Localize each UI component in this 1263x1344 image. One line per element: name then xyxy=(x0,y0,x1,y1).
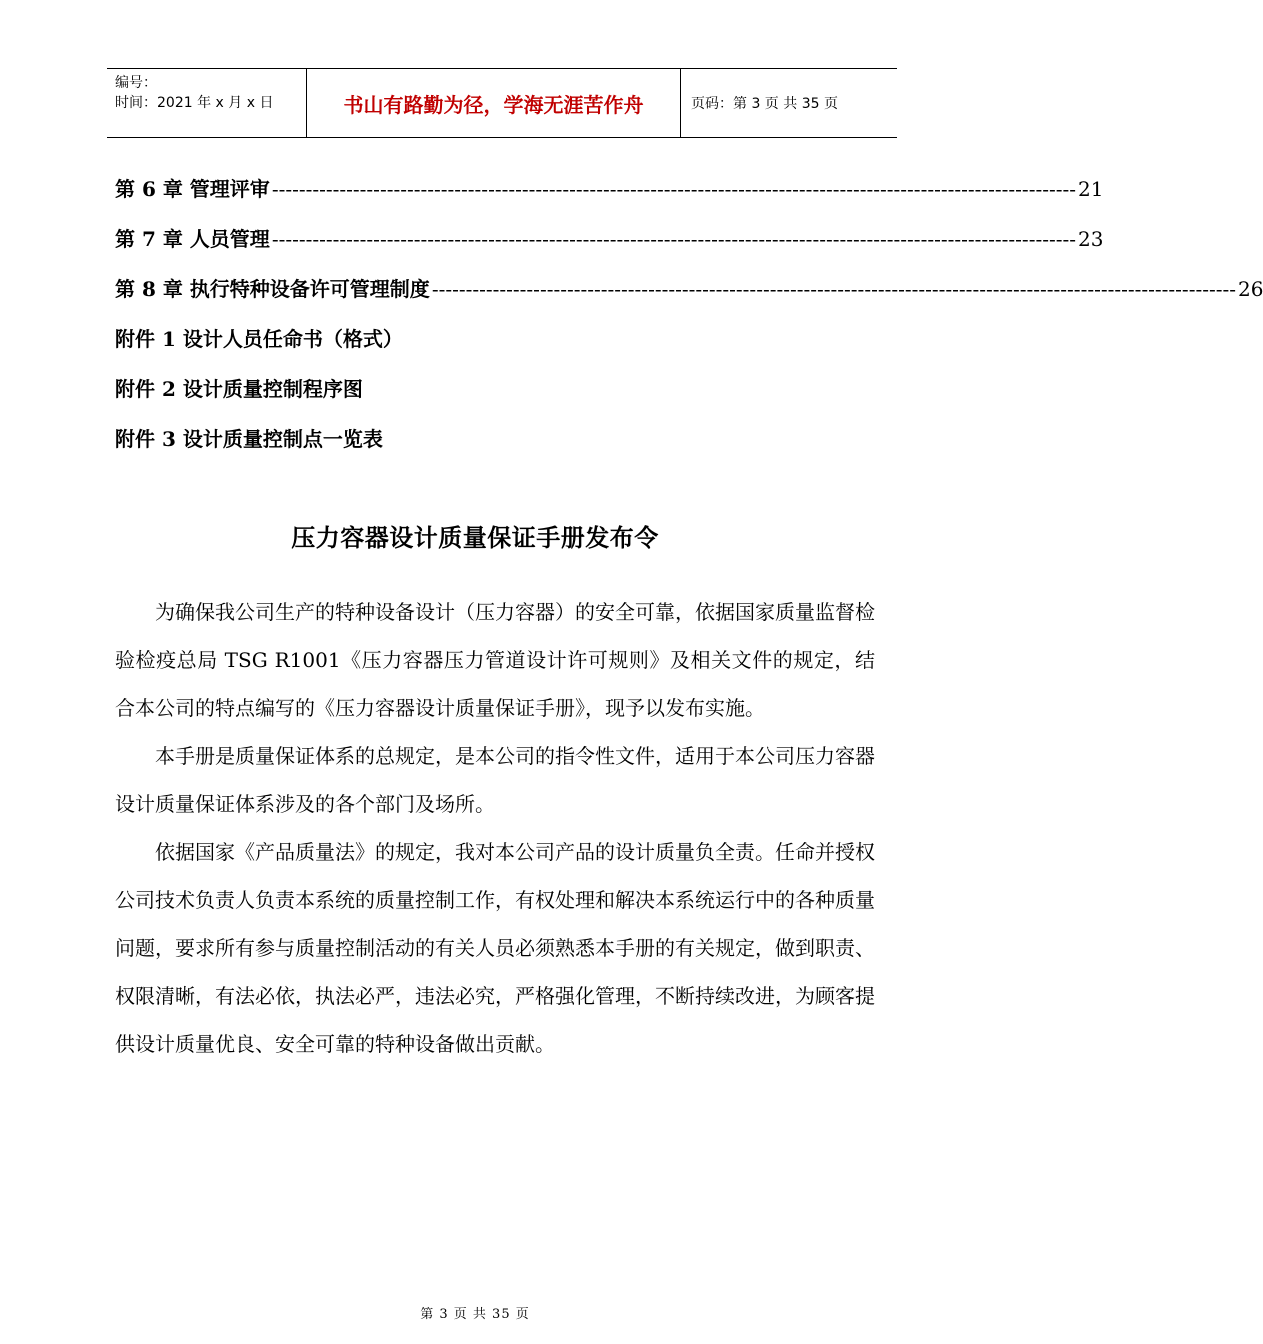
toc-entry[interactable] xyxy=(115,318,877,368)
body-paragraph: 依据国家《产品质量法》的规定，我对本公司产品的设计质量负全责。任命并授权公司技术负责人负责本系统的质量控制工作，有权处理和解决本系统运行中的各种质量问题，要求所有参与质量控制活动的有关人员必须熟悉本手册的有关规定，做到职责、权限清晰，有法必依，执法必严，违法必究，严格强化管理，不断持续改进，为顾客提供设计质量优良、安全可靠的特种设备做出贡献。 xyxy=(115,840,875,1056)
body-paragraph: 本手册是质量保证体系的总规定，是本公司的指令性文件，适用于本公司压力容器设计质量保证体系涉及的各个部门及场所。 xyxy=(115,744,875,816)
toc-entry-label: 第 6 章 管理评审 xyxy=(115,177,270,201)
table-of-contents xyxy=(115,168,1263,468)
document-title: 压力容器设计质量保证手册发布令 xyxy=(291,523,659,552)
toc-entry-label: 第 8 章 执行特种设备许可管理制度 xyxy=(115,277,430,301)
page-header xyxy=(107,68,897,138)
header-meta xyxy=(107,69,307,137)
toc-entry-label: 附件 2 设计质量控制程序图 xyxy=(115,377,363,401)
date-label: 时间：2021 年 x 月 x 日 xyxy=(115,95,274,111)
toc-entry-label: 第 7 章 人员管理 xyxy=(115,227,270,251)
toc-entry[interactable] xyxy=(115,168,1104,218)
body-paragraph: 为确保我公司生产的特种设备设计（压力容器）的安全可靠，依据国家质量监督检验检疫总局 TSG R1001《压力容器压力管道设计许可规则》及相关文件的规定，结合本公司的特点编写的《压力容器设计质量保证手册》，现予以发布实施。 xyxy=(115,600,875,720)
toc-page-number: 21 xyxy=(1078,177,1104,201)
toc-entry[interactable] xyxy=(115,418,877,468)
header-motto: 书山有路勤为径，学海无涯苦作舟 xyxy=(307,69,681,137)
toc-entry[interactable] xyxy=(115,268,1263,318)
toc-entry[interactable] xyxy=(115,218,1104,268)
toc-entry-label: 附件 1 设计人员任命书（格式） xyxy=(115,327,403,351)
toc-leader: ----------------------------------------------------------------------------------------------------------------------- xyxy=(271,177,1076,201)
toc-page-number: 23 xyxy=(1078,227,1104,251)
header-page-info: 页码：第 3 页 共 35 页 xyxy=(691,96,838,112)
serial-number-label: 编号： xyxy=(115,75,157,91)
toc-entry-label: 附件 3 设计质量控制点一览表 xyxy=(115,427,383,451)
toc-leader: ----------------------------------------------------------------------------------------------------------------------- xyxy=(431,277,1236,301)
toc-leader: ----------------------------------------------------------------------------------------------------------------------- xyxy=(271,227,1076,251)
toc-entry[interactable] xyxy=(115,368,877,418)
document-body xyxy=(115,588,875,1068)
page-footer: 第 3 页 共 35 页 xyxy=(420,1307,530,1322)
toc-page-number: 26 xyxy=(1238,277,1263,301)
